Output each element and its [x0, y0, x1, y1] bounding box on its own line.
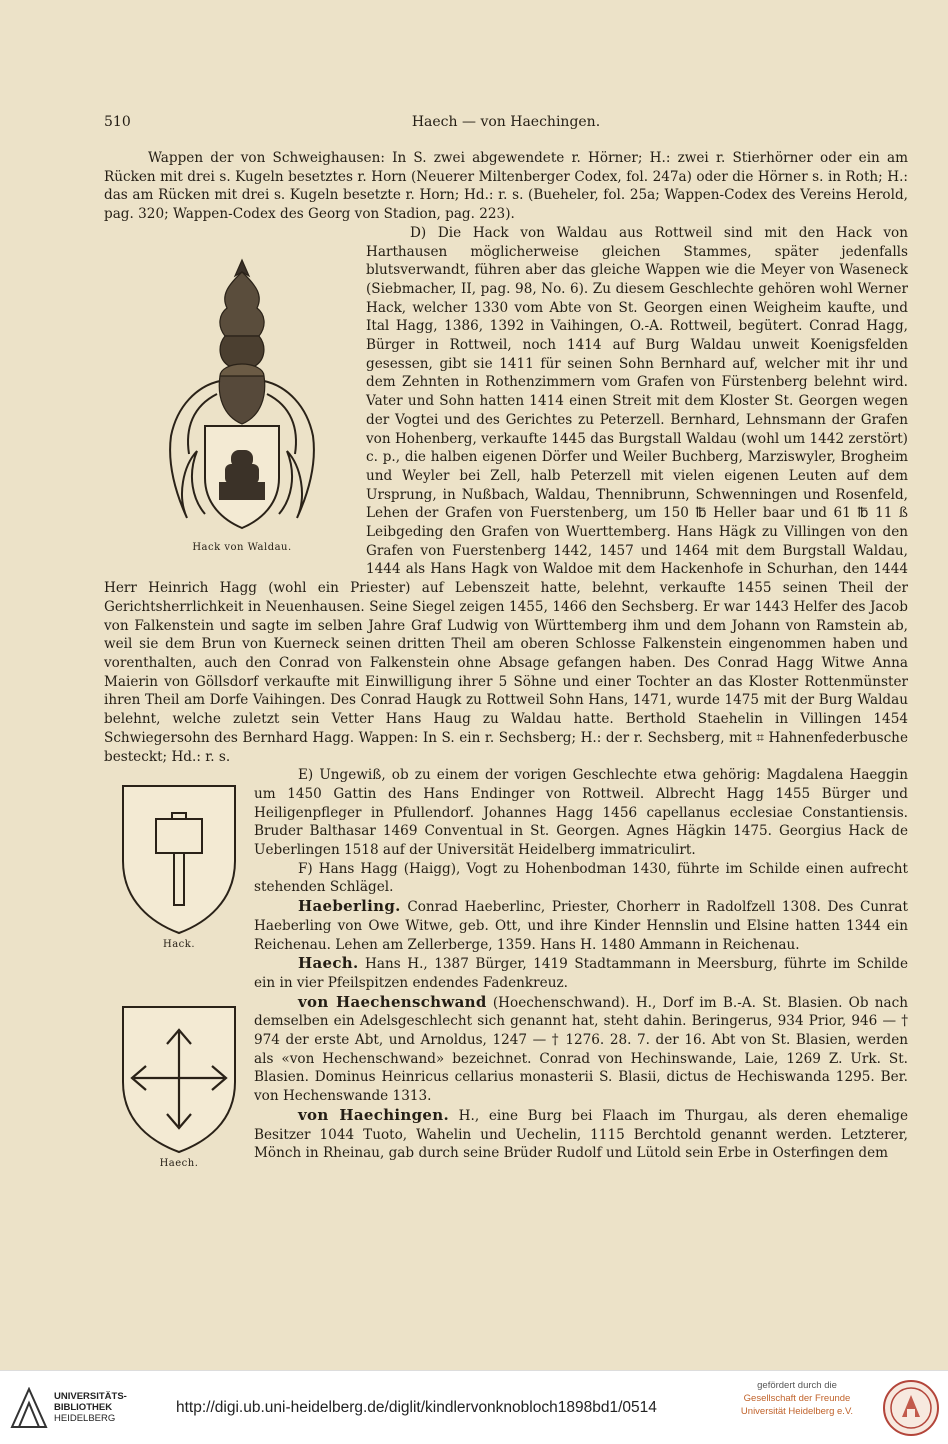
- permalink-url[interactable]: http://digi.ub.uni-heidelberg.de/diglit/kindlervonknobloch1898bd1/0514: [176, 1399, 657, 1416]
- lemma-heading: Haeberling.: [298, 897, 401, 916]
- lemma-heading: von Haechingen.: [298, 1105, 449, 1124]
- coat-of-arms-hack-von-waldau-icon: [157, 256, 327, 538]
- university-seal-icon: [882, 1379, 940, 1437]
- sponsor-line: Universität Heidelberg e.V.: [740, 1406, 854, 1417]
- paragraph: Wappen der von Schweighausen: In S. zwei abgewendete r. Hörner; H.: zwei r. Stierhörner oder ein am Rücken mit drei s. Kugeln besetztes r. Horn (Neuerer Miltenberger Codex, fol. 247a) oder die Hörner s. in Roth; H.: das am Rücken mit drei s. Kugeln besetzte r. Horn; Hd.: r. s. (Bueheler, fol. 25a; Wappen-Codex des Vereins Herold, pag. 320; Wappen-Codex des Georg von Stadion, pag. 223).: [104, 150, 908, 223]
- paragraph: D) Die Hack von Waldau aus Rottweil sind mit den Hack von Harthausen möglicherweise gleichen Stammes, später jedenfalls blutsverwandt, führen aber das gleiche Wappen wie die Meyer von Waseneck (Siebmacher, II, pag. 98, No. 6). Zu diesem Geschlechte gehören wohl Werner Hack, welcher 1330 vom Abte von St. Georgen einen Weigheim kaufte, und Ital Hagg, 1386, 1392 in Vaihingen, O.-A. Rottweil, begütert. Conrad Hagg, Bürger in Rottweil, noch 1414 auf Burg Waldau unweit Koenigsfelden gesessen, gibt sie 1411 für seinen Sohn Bernhard auf, welcher mit ihr und dem Zehnten in Rothenzimmern vom Grafen von Fürstenberg belehnt wird. Vater und Sohn hatten 1414 einen Streit mit dem Kloster St. Georgen wegen der Vogtei und des Gerichtes zu Peterzell. Bernhard, Lehnsmann der Grafen von Hohenberg, verkaufte 1445 das Burgstall Waldau (wohl um 1442 zerstört) c. p., die halben eigenen Dörfer und Weiler Buchberg, Marziswyler, Brogheim und Weyler bei Zell, halb Peterzell mit vielen eigenen Leuten auf dem Ursprung, in Nußbach, Waldau, Thennibrunn, Schwenningen und Rosenfeld, Lehen der Grafen von Fuerstenberg, um 150 ℔ Heller baar und 61 ℔ 11 ß Leibgeding den Grafen von Wuerttemberg. Hans Hägk zu Villingen von den Grafen von Fuerstenberg 1442, 1457 und 1464 mit dem Burgstall Waldau, 1444 als Hans Hagk von Waldoe mit dem Hackenhofe in Schurhan, den 1444 Herr Heinrich Hagg (wohl ein Priester) auf Lebenszeit hatte, belehnt, verkaufte 1455 seinen Theil der Gerichtsherrlichkeit in Neuenhausen. Seine Siegel zeigen 1455, 1466 den Sechsberg. Er war 1443 Helfer des Jacob von Falkenstein und sagte im selben Jahre Graf Ludwig von Württemberg ihm und dem Johann von Ramstein ab, weil sie dem Brun von Kuerneck seinen dritten Theil am oberen Schlosse Falkenstein eingenommen haben und vorenthalten, auch den Conrad von Falkenstein ohne Absage gefangen haben. Des Conrad Hagg Witwe Anna Maierin von Göllsdorf verkaufte mit Einwilligung ihrer 5 Söhne und einer Tochter an das Kloster Rottenmünster ihren Theil am Dorfe Vaihingen. Des Conrad Haugk zu Rottweil Sohn Hans, 1471, wurde 1475 mit der Burg Waldau belehnt, welche zuletzt sein Vetter Hans Haug zu Waldau hatte. Berthold Staehelin in Villingen 1454 Schwiegersohn des Bernhard Hagg. Wappen: In S. ein r. Sechsberg; H.: der r. Sechsberg, mit ⌗ Hahnenfederbusche besteckt; Hd.: r. s.: [104, 224, 908, 765]
- library-name-line: HEIDELBERG: [54, 1413, 116, 1424]
- lemma-heading: Haech.: [298, 954, 359, 973]
- sponsor-credit: [732, 1379, 862, 1418]
- sponsor-line: Gesellschaft der Freunde: [743, 1393, 851, 1404]
- coat-of-arms-haech-cross-icon: [120, 1004, 238, 1154]
- running-title: Haech — von Haechingen.: [411, 114, 601, 130]
- coat-of-arms-figure: [104, 984, 254, 1170]
- coat-of-arms-hack-mallet-icon: [120, 783, 238, 935]
- library-logo[interactable]: [10, 1387, 160, 1431]
- paragraph-text: H., eine Burg bei Flaach im Thurgau, als deren ehemalige Besitzer 1044 Tuoto, Wahelin und Uechelin, 1115 Berchtold genannt werden. Letzterer, Mönch in Rheinau, gab durch seine Brüder Rudolf und Lütold sein Erbe in Osterfingen dem: [254, 1107, 908, 1162]
- paragraph: E) Ungewiß, ob zu einem der vorigen Geschlechte etwa gehörig: Magdalena Haeggin um 1450 Gattin des Hans Endinger von Rottweil. Albrecht Hagg 1455 Bürger und Heiligenpfleger in Pfullendorf. Johannes Hagg 1456 capellanus ecclesiae Constantiensis. Bruder Balthasar 1469 Conventual in St. Georgen. Agnes Hägkin 1475. Georgius Hack de Ueberlingen 1518 auf der Universität Heidelberg immatriculirt.: [254, 767, 908, 859]
- library-name: [54, 1391, 127, 1424]
- library-name-line: BIBLIOTHEK: [54, 1402, 113, 1413]
- page-number: 510: [104, 114, 131, 130]
- paragraph: F) Hans Hagg (Haigg), Vogt zu Hohenbodman 1430, führte im Schilde einen aufrecht stehenden Schlägel.: [254, 860, 908, 896]
- paragraph-text: Hans H., 1387 Bürger, 1419 Stadtammann in Meersburg, führte im Schilde ein in vier Pfeilspitzen endendes Fadenkreuz.: [254, 956, 908, 991]
- figure-caption: Haech.: [159, 1158, 199, 1170]
- coat-of-arms-figure: [104, 766, 254, 984]
- paragraph-text: (Hoechenschwand). H., Dorf im B.-A. St. Blasien. Ob nach demselben ein Adelsgeschlecht sich genannt hat, steht dahin. Beringerus, 934 Prior, 946 — † 974 der erste Abt, und Arnoldus, 1247 — † 1276. 28. 7. der 16. Abt von St. Blasien, werden als «von Hechenschwand» bezeichnet. Conrad von Hechinswande, Laie, 1269 Z. Urk. St. Blasien. Dominus Heinricus cellarius monasterii S. Blasii, dictus de Hechiswanda 1295. Ber. von Hechenswande 1313.: [254, 994, 908, 1105]
- lemma-heading: von Haechenschwand: [298, 992, 487, 1011]
- figure-caption: Hack.: [162, 939, 196, 951]
- figure-caption: Hack von Waldau.: [192, 541, 292, 553]
- coat-of-arms-figure: [104, 224, 366, 575]
- body-text: [104, 149, 908, 1170]
- sponsor-line: gefördert durch die: [757, 1380, 837, 1391]
- university-library-logo-icon: [10, 1387, 48, 1429]
- digitization-footer: [0, 1370, 948, 1444]
- paragraph-text: Conrad Haeberlinc, Priester, Chorherr in Radolfzell 1308. Des Cunrat Haeberling von Owe Witwe, geb. Ott, und ihre Kinder Hennslin und Elsine hatten 1344 ein Reichenau. Lehen am Zellerberge, 1359. Hans H. 1480 Ammann in Reichenau.: [254, 899, 908, 953]
- library-name-line: UNIVERSITÄTS-: [54, 1391, 127, 1402]
- page-header: [104, 114, 908, 136]
